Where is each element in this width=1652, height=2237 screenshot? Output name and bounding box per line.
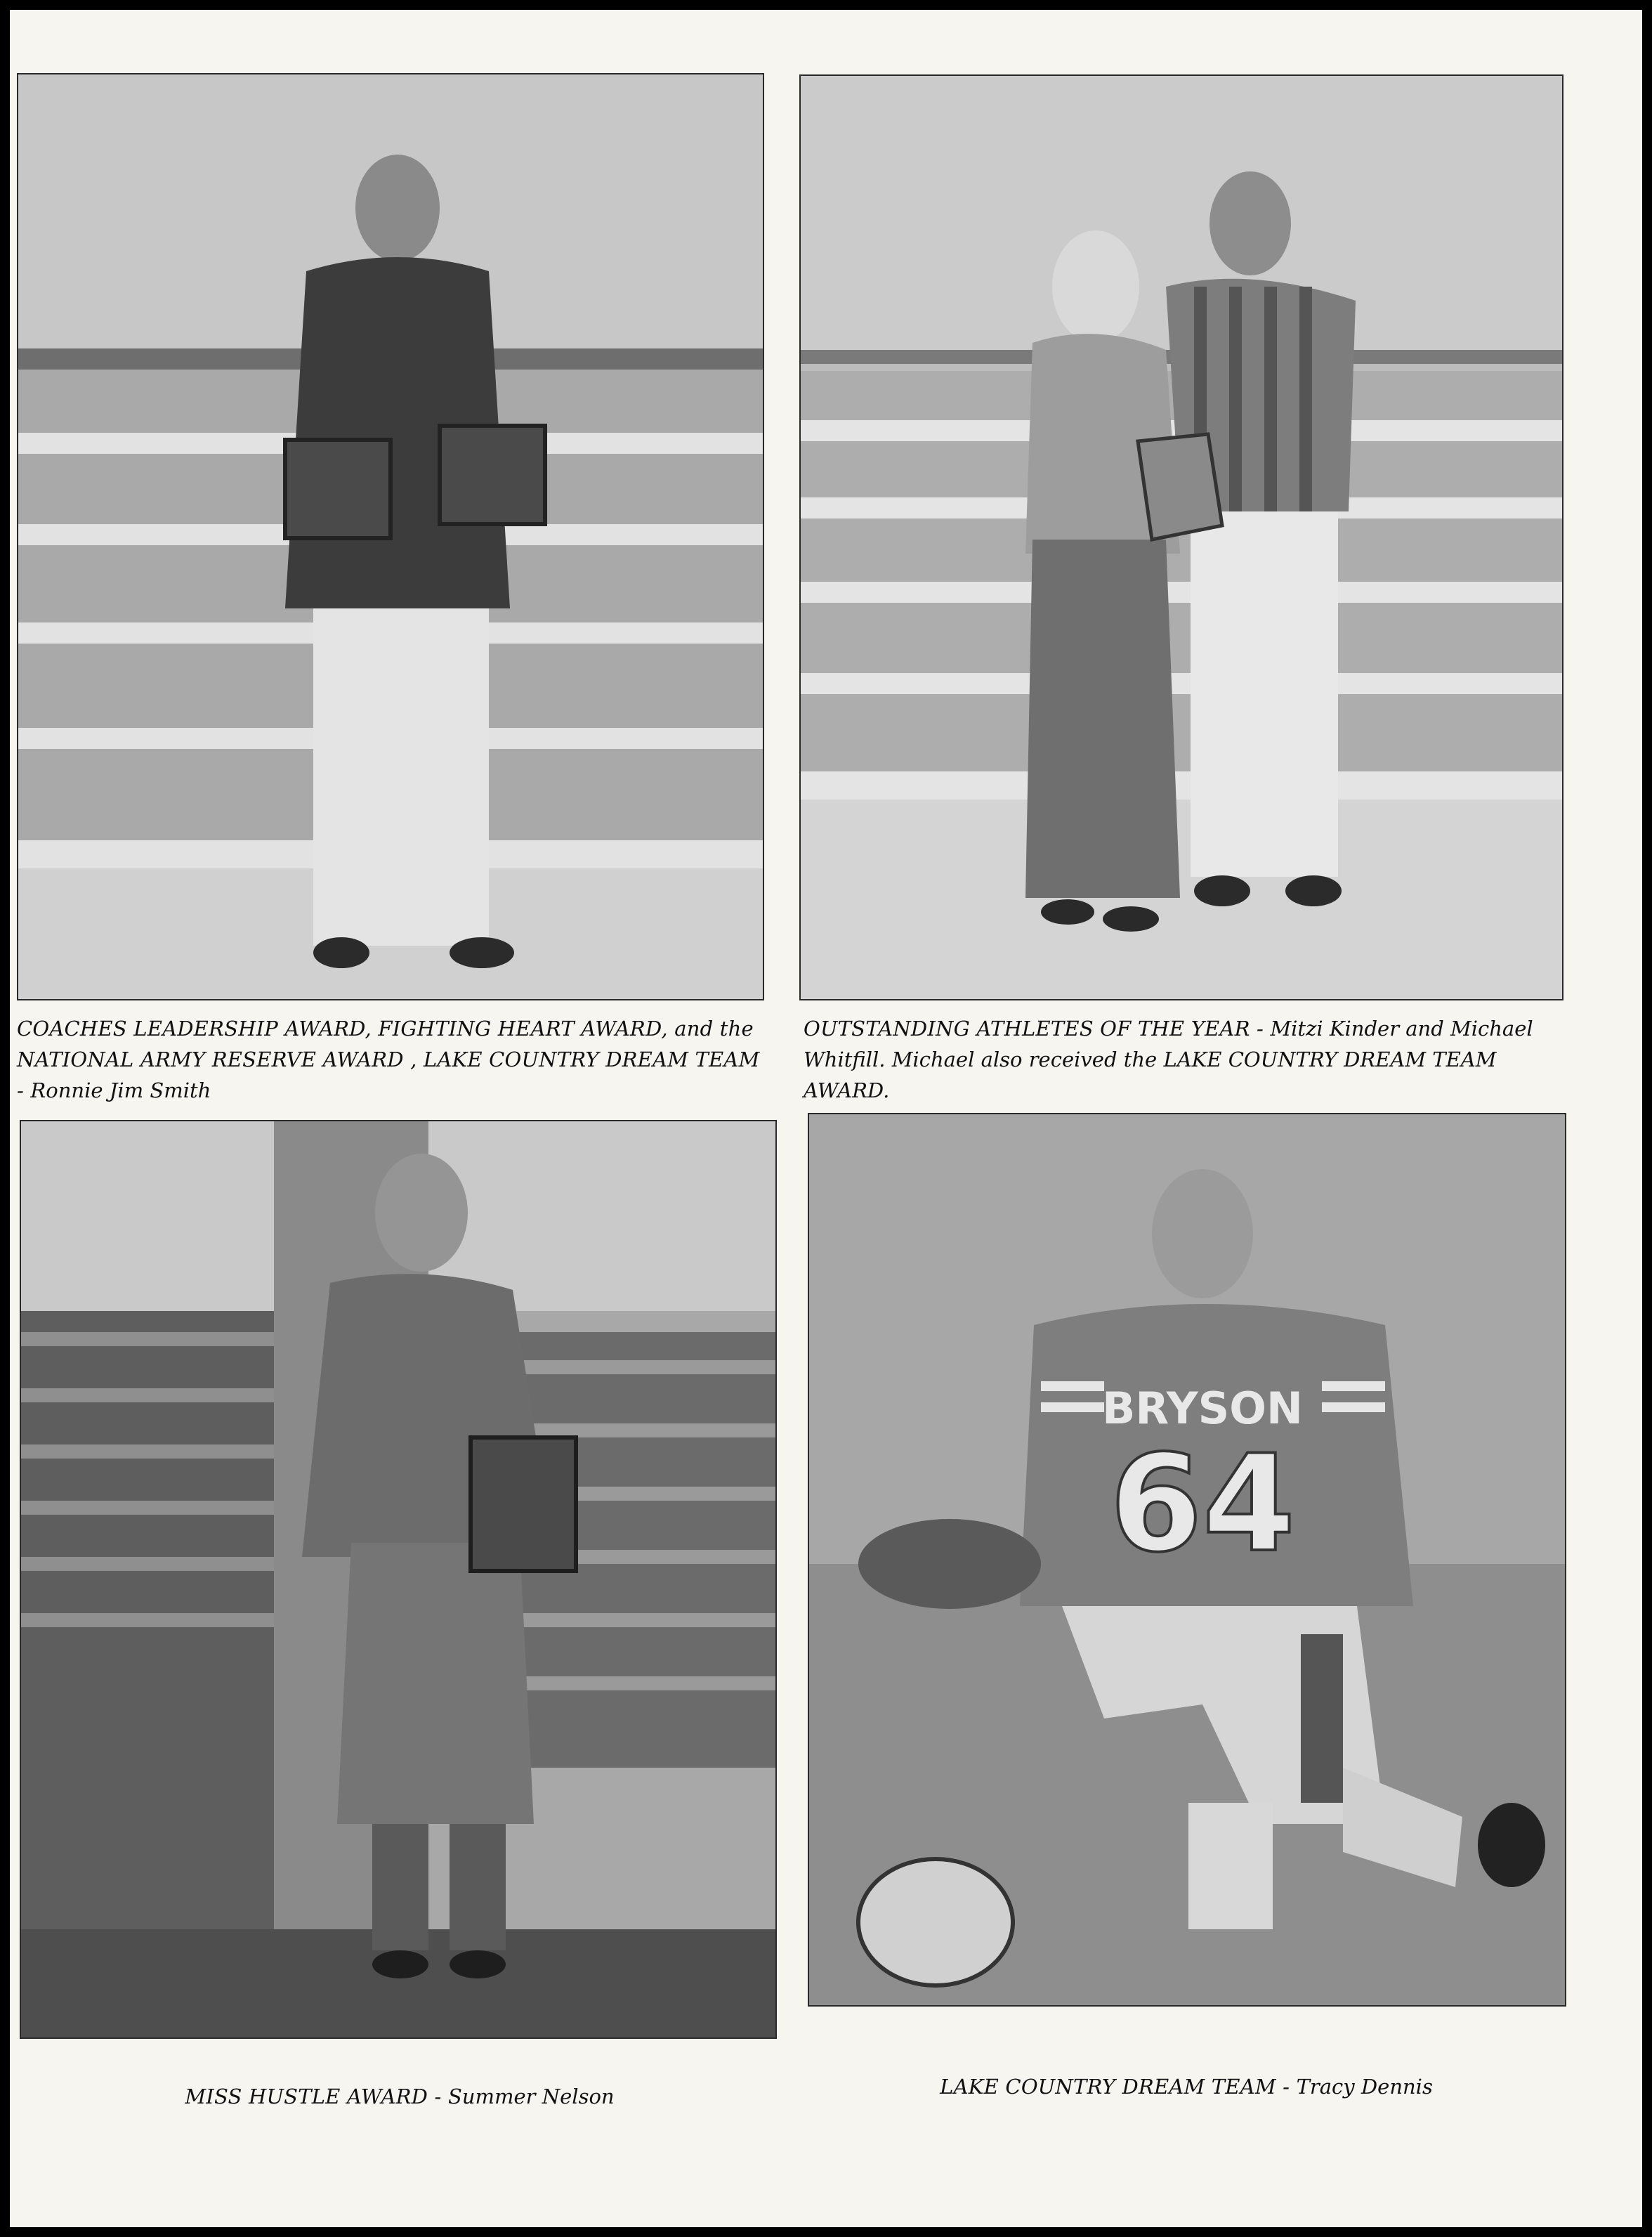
caption-award-names: OUTSTANDING ATHLETES OF THE YEAR - <box>804 1017 1271 1041</box>
photo-tracy-dennis-image <box>809 1114 1565 2005</box>
photo-tracy-dennis <box>808 1113 1566 2007</box>
photo-ronnie-jim-smith-image <box>18 74 763 999</box>
photo-ronnie-jim-smith <box>17 73 764 1000</box>
caption-recipient-name: Ronnie Jim Smith <box>30 1078 211 1102</box>
caption-ronnie-jim-smith <box>17 1013 773 1106</box>
jersey-team-text: BRYSON <box>1102 1383 1303 1434</box>
caption-recipient-name: Mitzi Kinder and Michael Whitfill. Michael also received the LAKE COUNTRY DREAM TEAM AWARD. <box>804 1017 1533 1102</box>
caption-award-names: MISS HUSTLE AWARD - <box>185 2085 448 2108</box>
jersey-number-text: 64 <box>1109 1426 1296 1581</box>
caption-lake-country-dream-team <box>804 2071 1569 2102</box>
photo-summer-nelson-image <box>21 1121 775 2037</box>
yearbook-page <box>10 10 1642 2227</box>
caption-recipient-name: Tracy Dennis <box>1296 2075 1433 2099</box>
photo-mitzi-kinder-michael-whitfill <box>799 74 1563 1000</box>
caption-recipient-name: Summer Nelson <box>447 2085 615 2108</box>
caption-outstanding-athletes <box>804 1013 1572 1106</box>
caption-miss-hustle <box>24 2081 775 2112</box>
caption-award-names: LAKE COUNTRY DREAM TEAM - <box>940 2075 1297 2099</box>
photo-mitzi-kinder-michael-whitfill-image <box>801 76 1562 999</box>
caption-award-names: COACHES LEADERSHIP AWARD, FIGHTING HEART AWARD, and the NATIONAL ARMY RESERVE AWARD , LAKE COUNTRY DREAM TEAM - <box>17 1017 760 1102</box>
photo-summer-nelson <box>20 1120 777 2039</box>
